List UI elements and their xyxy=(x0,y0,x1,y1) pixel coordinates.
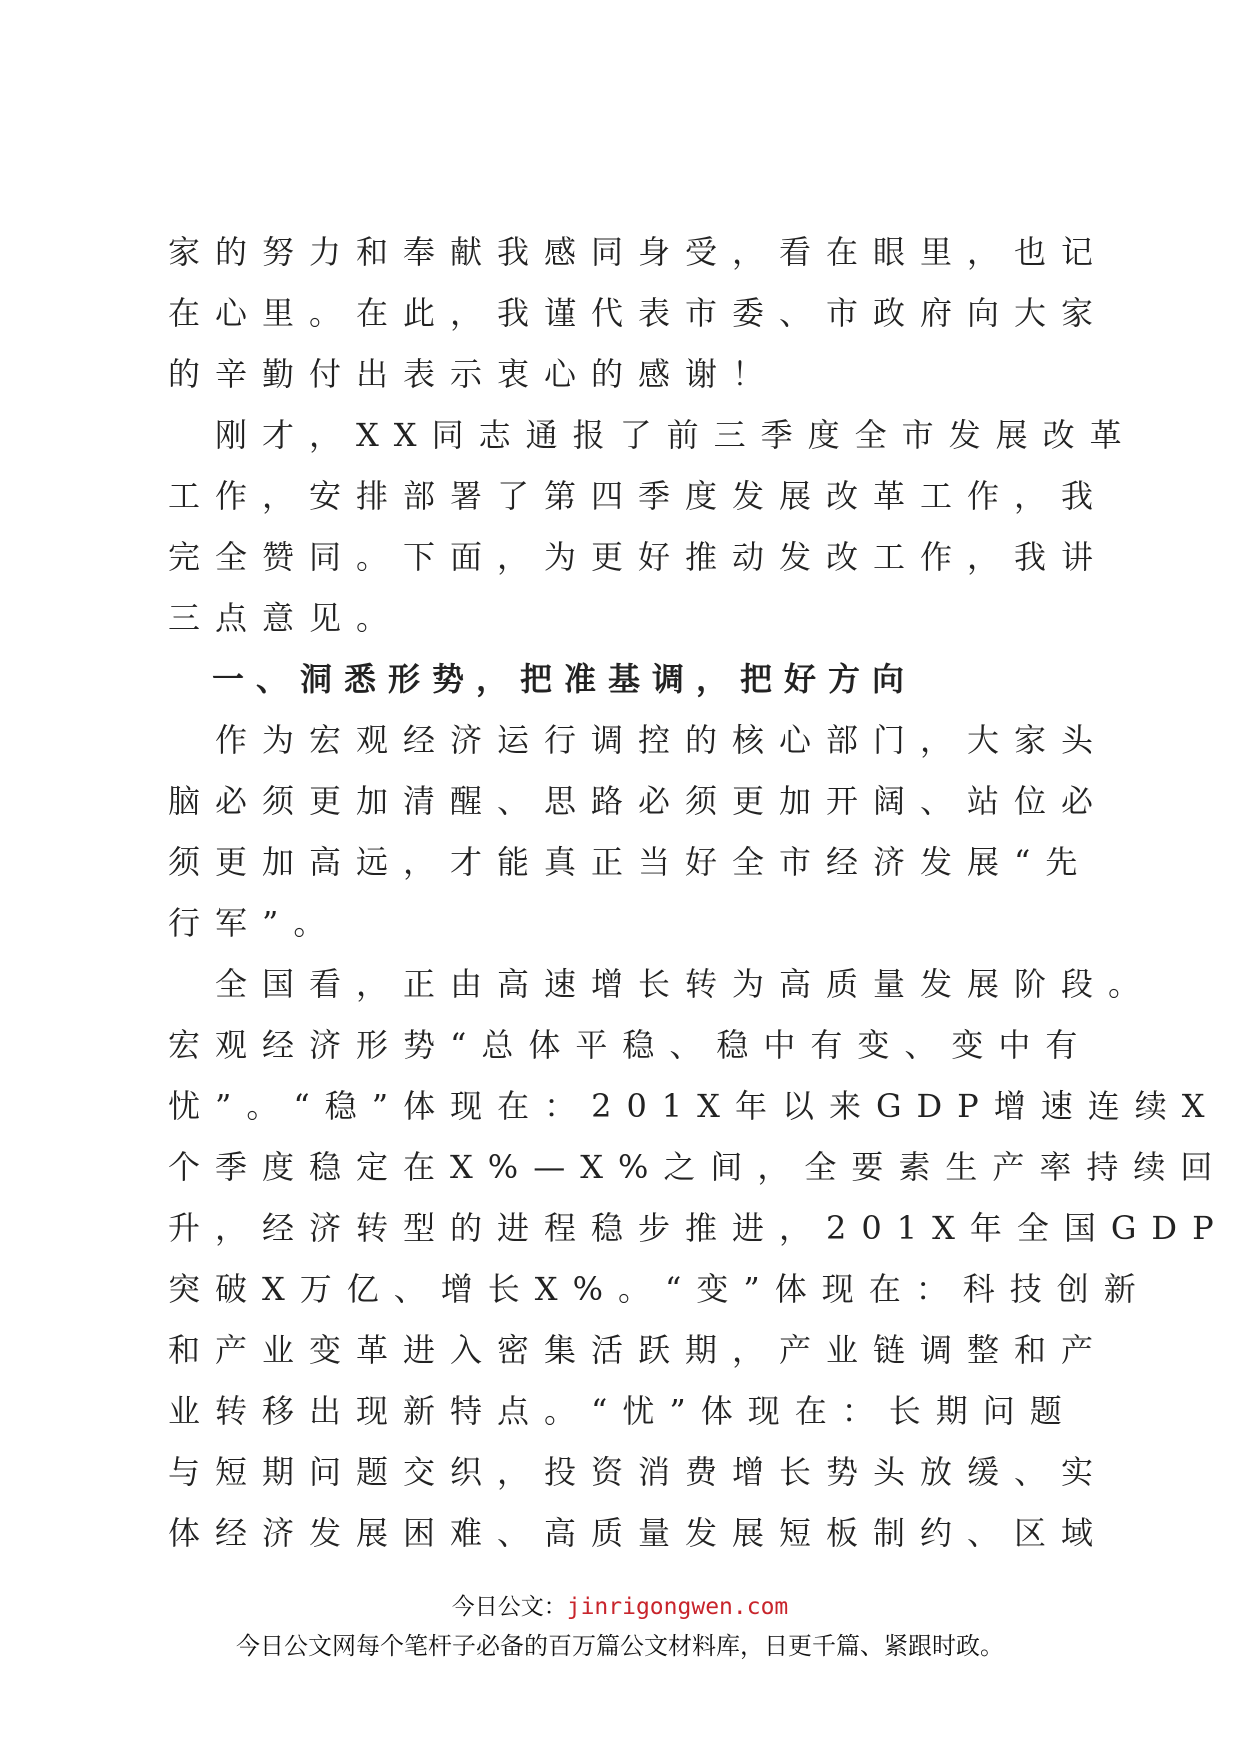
footer-url-link[interactable]: jinrigongwen.com xyxy=(566,1594,789,1620)
body-line: 体经济发展困难、高质量发展短板制约、区域 xyxy=(168,1514,1109,1552)
body-line: 突破X万亿、增长X%。“变”体现在：科技创新 xyxy=(168,1270,1151,1308)
document-body xyxy=(168,222,1229,1564)
body-line: 和产业变革进入密集活跃期，产业链调整和产 xyxy=(168,1331,1109,1369)
body-line: 家的努力和奉献我感同身受，看在眼里，也记 xyxy=(168,233,1109,271)
body-line: 行军”。 xyxy=(168,904,341,942)
footer-slogan: 今日公文网每个笔杆子必备的百万篇公文材料库，日更千篇、紧跟时政。 xyxy=(236,1632,1004,1660)
body-line: 个季度稳定在X%—X%之间，全要素生产率持续回 xyxy=(168,1148,1228,1186)
body-line: 全国看，正由高速增长转为高质量发展阶段。 xyxy=(168,965,1156,1003)
body-line: 业转移出现新特点。“忧”体现在：长期问题 xyxy=(168,1392,1077,1430)
body-line: 完全赞同。下面，为更好推动发改工作，我讲 xyxy=(168,538,1109,576)
body-line: 宏观经济形势“总体平稳、稳中有变、变中有 xyxy=(168,1026,1093,1064)
body-line: 的辛勤付出表示衷心的感谢！ xyxy=(168,355,780,393)
footer-label: 今日公文： xyxy=(451,1594,567,1620)
body-line: 忧”。“稳”体现在：201X年以来GDP增速连续X xyxy=(168,1087,1220,1125)
body-line: 三点意见。 xyxy=(168,599,404,637)
body-line: 与短期问题交织，投资消费增长势头放缓、实 xyxy=(168,1453,1109,1491)
body-line: 升，经济转型的进程稳步推进，201X年全国GDP xyxy=(168,1209,1229,1247)
footer-source xyxy=(0,1588,1240,1621)
section-heading: 一、洞悉形势，把准基调，把好方向 xyxy=(168,660,917,698)
body-line: 须更加高远，才能真正当好全市经济发展“先 xyxy=(168,843,1093,881)
body-line: 作为宏观经济运行调控的核心部门，大家头 xyxy=(168,721,1109,759)
body-line: 在心里。在此，我谨代表市委、市政府向大家 xyxy=(168,294,1109,332)
body-line: 工作，安排部署了第四季度发展改革工作，我 xyxy=(168,477,1109,515)
body-line: 脑必须更加清醒、思路必须更加开阔、站位必 xyxy=(168,782,1109,820)
body-line: 刚才，XX同志通报了前三季度全市发展改革 xyxy=(168,416,1137,454)
